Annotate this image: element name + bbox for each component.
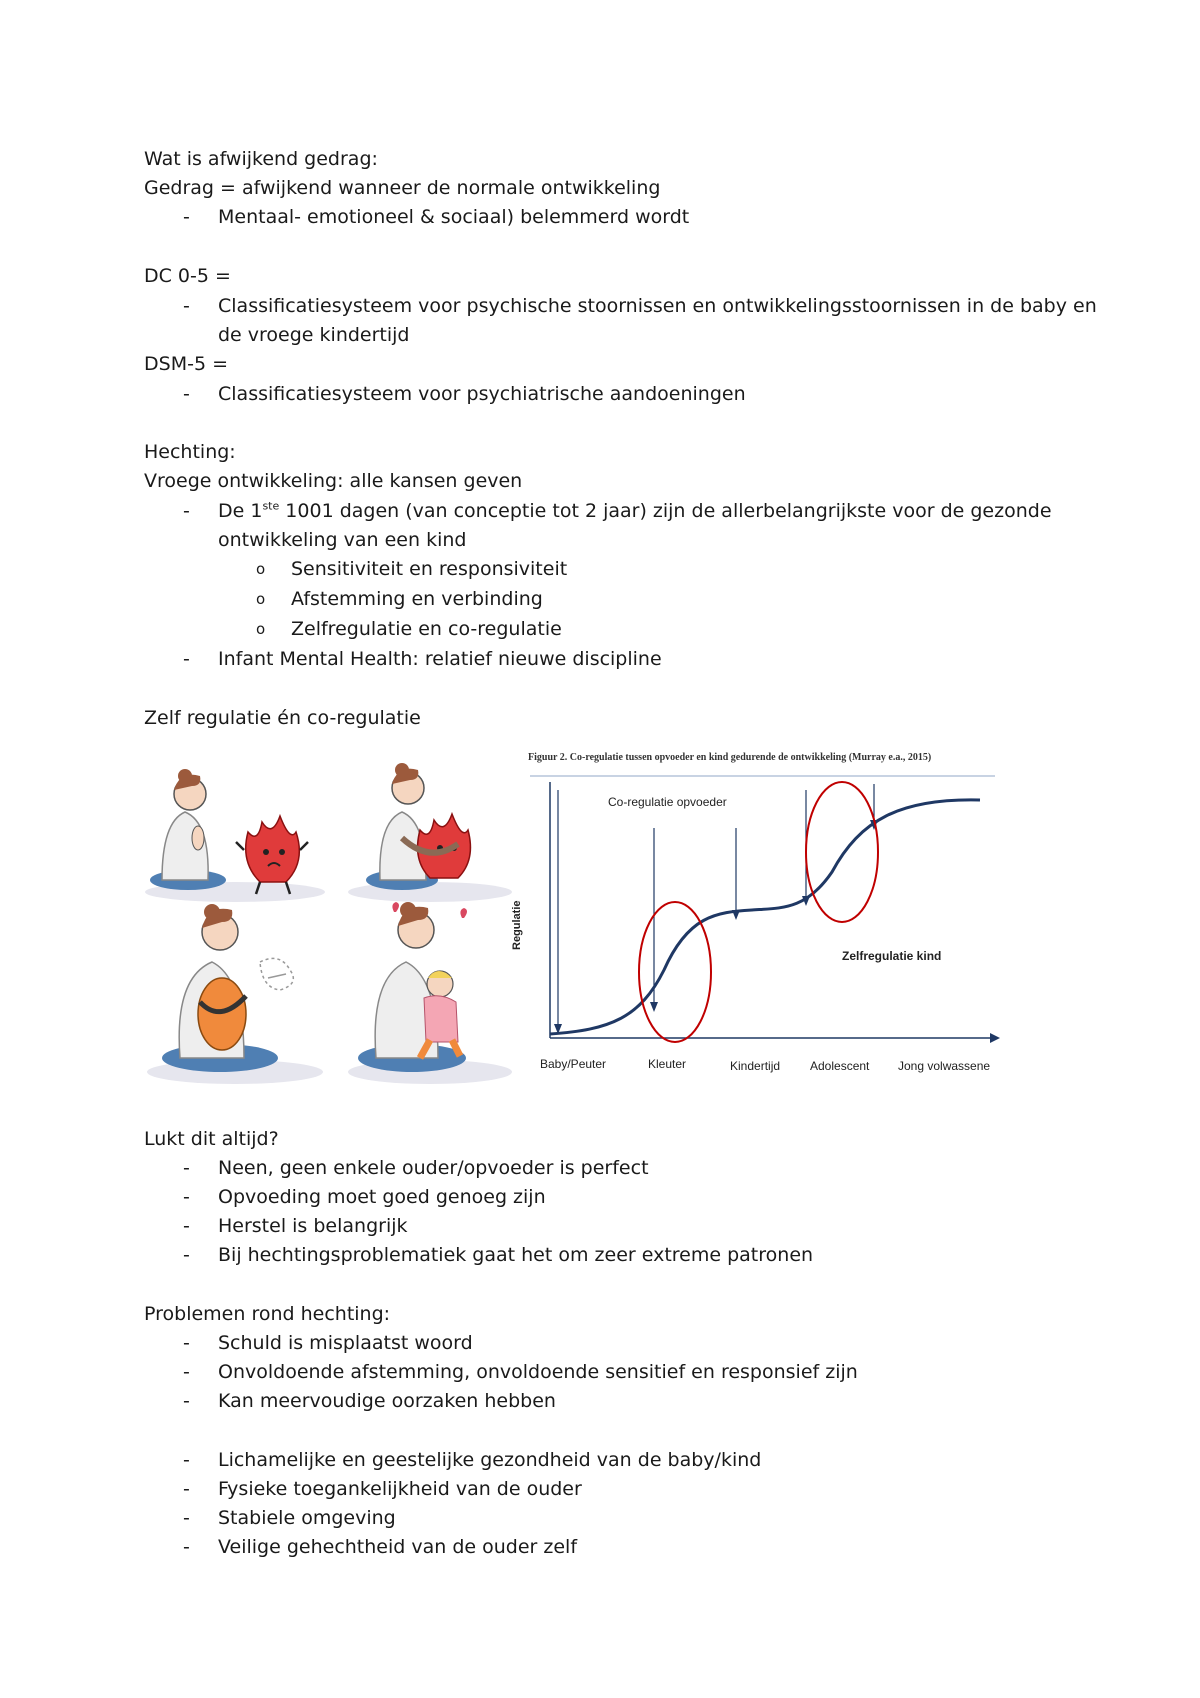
stage-label: Adolescent (810, 1059, 870, 1073)
list-item: Neen, geen enkele ouder/opvoeder is perfect (218, 1157, 649, 1179)
figure-caption: Figuur 2. Co-regulatie tussen opvoeder en kind gedurende de ontwikkeling (Murray e.a., 2015) (528, 752, 932, 763)
heading-problemen-hechting: Problemen rond hechting: (144, 1303, 391, 1325)
list-item: Bij hechtingsproblematiek gaat het om zeer extreme patronen (218, 1244, 814, 1266)
sub-list-item: Sensitiviteit en responsiviteit (291, 558, 568, 580)
stage-label: Kindertijd (730, 1059, 781, 1073)
sub-bullet-marker: o (256, 590, 266, 608)
list-item-continuation: de vroege kindertijd (218, 324, 410, 346)
heading-afwijkend-gedrag: Wat is afwijkend gedrag: (144, 148, 378, 170)
dash-bullet: - (183, 648, 190, 670)
self-regulation-curve (550, 800, 980, 1034)
y-axis-label: Regulatie (511, 900, 523, 950)
heading-zelfregulatie: Zelf regulatie én co-regulatie (144, 707, 421, 729)
co-regulation-cartoon (140, 752, 520, 1092)
heading-dc05: DC 0-5 = (144, 265, 231, 287)
co-regulation-arrow-head (650, 1002, 658, 1012)
dash-bullet: - (183, 1215, 190, 1237)
list-item: Stabiele omgeving (218, 1507, 396, 1529)
dash-bullet: - (183, 1507, 190, 1529)
dash-bullet: - (183, 295, 190, 317)
heading-dsm5: DSM-5 = (144, 353, 228, 375)
dash-bullet: - (183, 1157, 190, 1179)
list-item: Lichamelijke en geestelijke gezondheid van de baby/kind (218, 1449, 762, 1471)
cartoon-panel-3 (147, 904, 323, 1084)
cartoon-panel-2 (348, 763, 512, 902)
x-axis-arrowhead (990, 1033, 1000, 1043)
dash-bullet: - (183, 1449, 190, 1471)
heading-lukt-dit-altijd: Lukt dit altijd? (144, 1128, 279, 1150)
stage-label: Jong volwassene (898, 1059, 991, 1073)
list-item: Schuld is misplaatst woord (218, 1332, 473, 1354)
superscript-ste: ste (262, 499, 280, 513)
list-item: Onvoldoende afstemming, onvoldoende sensitief en responsief zijn (218, 1361, 858, 1383)
dash-bullet: - (183, 1361, 190, 1383)
sub-bullet-marker: o (256, 620, 266, 638)
subheading-vroege-ontwikkeling: Vroege ontwikkeling: alle kansen geven (144, 470, 523, 492)
stage-label: Kleuter (648, 1057, 687, 1071)
list-item: Fysieke toegankelijkheid van de ouder (218, 1478, 582, 1500)
list-item: Kan meervoudige oorzaken hebben (218, 1390, 556, 1412)
list-item (218, 499, 1052, 523)
dash-bullet: - (183, 500, 190, 522)
list-item: Classificatiesysteem voor psychische stoornissen en ontwikkelingsstoornissen in de baby en (218, 295, 1097, 317)
bullet-text-pre: De 1 (218, 500, 263, 522)
list-item: Classificatiesysteem voor psychiatrische aandoeningen (218, 383, 746, 405)
stage-label: Baby/Peuter (540, 1057, 607, 1071)
co-regulatie-label: Co-regulatie opvoeder (608, 795, 727, 809)
dash-bullet: - (183, 383, 190, 405)
cartoon-panel-4 (348, 902, 512, 1084)
list-item: Herstel is belangrijk (218, 1215, 408, 1237)
list-item: Veilige gehechtheid van de ouder zelf (218, 1536, 578, 1558)
dash-bullet: - (183, 1536, 190, 1558)
dash-bullet: - (183, 1332, 190, 1354)
zelfregulatie-label: Zelfregulatie kind (842, 949, 942, 963)
list-item: Mentaal- emotioneel & sociaal) belemmerd wordt (218, 206, 690, 228)
regulation-graph (511, 740, 1040, 1080)
bullet-text-post: 1001 dagen (van conceptie tot 2 jaar) zijn de allerbelangrijkste voor de gezonde (279, 500, 1052, 522)
heading-hechting: Hechting: (144, 441, 236, 463)
list-item: Opvoeding moet goed genoeg zijn (218, 1186, 546, 1208)
definition-gedrag: Gedrag = afwijkend wanneer de normale ontwikkeling (144, 177, 661, 199)
cartoon-panel-1 (145, 769, 325, 902)
sub-list-item: Zelfregulatie en co-regulatie (291, 618, 562, 640)
dash-bullet: - (183, 1244, 190, 1266)
sub-bullet-marker: o (256, 560, 266, 578)
sub-list-item: Afstemming en verbinding (291, 588, 543, 610)
dash-bullet: - (183, 1478, 190, 1500)
list-item: Infant Mental Health: relatief nieuwe discipline (218, 648, 662, 670)
list-item-continuation: ontwikkeling van een kind (218, 529, 467, 551)
dash-bullet: - (183, 206, 190, 228)
transition-circle-kleuter (639, 902, 711, 1042)
transition-circle-adolescent (806, 782, 878, 922)
dash-bullet: - (183, 1186, 190, 1208)
dash-bullet: - (183, 1390, 190, 1412)
